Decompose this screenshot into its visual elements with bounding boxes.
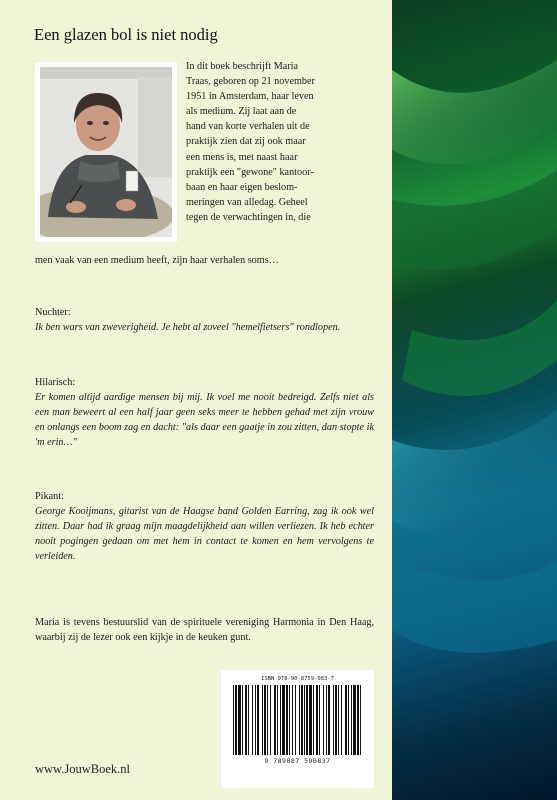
barcode-bar — [360, 685, 361, 755]
section-nuchter — [35, 305, 374, 335]
barcode-bar — [255, 685, 256, 755]
aurora-art — [392, 0, 557, 800]
section-label: Pikant: — [35, 491, 64, 502]
barcode-bar — [353, 685, 356, 755]
barcode-bar — [319, 685, 320, 755]
barcode-bar — [323, 685, 324, 755]
cover-artwork — [392, 0, 557, 800]
barcode-bar — [242, 685, 243, 755]
barcode-bar — [345, 685, 347, 755]
barcode-bar — [299, 685, 300, 755]
section-quote: Er komen altijd aardige mensen bij mij. Ik voel me nooit bedreigd. Zelfs niet als een man beweert al een half jaar geen seks meer te hebben gehad met zijn vrouw en onlangs een boom zag en dacht: "als daar een gaatje in zou zitten, dan stopte ik 'm erin…" — [35, 392, 374, 449]
barcode-bar — [333, 685, 334, 755]
barcode-bar — [292, 685, 293, 755]
author-portrait — [40, 67, 172, 237]
barcode-bar — [301, 685, 303, 755]
barcode-bar — [277, 685, 278, 755]
barcode-digits: 9 789087 590837 — [264, 757, 331, 765]
intro-text-continued: men vaak van een medium heeft, zijn haar verhalen soms… — [35, 255, 279, 266]
barcode-bar — [341, 685, 342, 755]
section-label: Nuchter: — [35, 307, 71, 318]
barcode-bar — [328, 685, 330, 755]
barcode-bar — [351, 685, 352, 755]
intro-text: In dit boek beschrijft Maria Traas, geboren op 21 november 1951 in Amsterdam, haar leven als medium. Zij laat aan de hand van korte verhalen uit de praktijk zien dat zij ook maar een mens is, met naast haar praktijk een "gewone" kantoor- baan en haar eigen beslom- meringen van alledag. Geheel tegen de verwachtingen in, die — [186, 61, 315, 223]
barcode-bar — [274, 685, 276, 755]
barcode-bar — [357, 685, 359, 755]
barcode-bar — [309, 685, 312, 755]
barcode-bar — [313, 685, 314, 755]
barcode-bar — [262, 685, 263, 755]
barcode-bar — [235, 685, 237, 755]
author-photo — [35, 62, 177, 242]
barcode-bar — [257, 685, 259, 755]
section-label: Hilarisch: — [35, 377, 76, 388]
isbn-label: ISBN 978-90-8759-083-7 — [261, 676, 334, 682]
barcode-bar — [252, 685, 253, 755]
section-hilarisch — [35, 375, 374, 450]
barcode-bar — [267, 685, 268, 755]
author-photo-image — [40, 67, 172, 237]
barcode-bar — [270, 685, 271, 755]
barcode-bar — [295, 685, 296, 755]
outro-text: Maria is tevens bestuurslid van de spirituele vereniging Harmonia in Den Haag, waarbij zij de lezer ook een kijkje in de keuken gunt. — [35, 617, 374, 644]
section-quote: George Kooijmans, gitarist van de Haagse band Golden Earring, zag ik ook wel zitten. Daar had ik graag mijn maagdelijkheid aan willen verliezen. Ik heb echter nooit pogingen gedaan om met hem in contact te komen en hem vervolgens te verleiden. — [35, 506, 374, 563]
barcode-bar — [304, 685, 305, 755]
section-quote: Ik ben wars van zweverigheid. Je hebt al zoveel "hemelfietsers" rondlopen. — [35, 322, 341, 334]
barcode-bar — [238, 685, 241, 755]
barcode-bar — [289, 685, 290, 755]
barcode-bar — [348, 685, 349, 755]
barcode-bar — [282, 685, 285, 755]
barcode-bar — [326, 685, 327, 755]
barcode-bar — [306, 685, 308, 755]
book-title: Een glazen bol is niet nodig — [34, 25, 218, 44]
barcode-bar — [245, 685, 247, 755]
barcode-bars — [229, 685, 366, 755]
section-pikant — [35, 489, 374, 564]
barcode-bar — [338, 685, 339, 755]
barcode-bar — [335, 685, 337, 755]
barcode-bar — [280, 685, 281, 755]
barcode-bar — [316, 685, 318, 755]
barcode-bar — [248, 685, 249, 755]
barcode-bar — [286, 685, 288, 755]
barcode-bar — [233, 685, 234, 755]
publisher-url: www.JouwBoek.nl — [35, 762, 131, 776]
barcode — [221, 670, 374, 788]
barcode-bar — [264, 685, 266, 755]
